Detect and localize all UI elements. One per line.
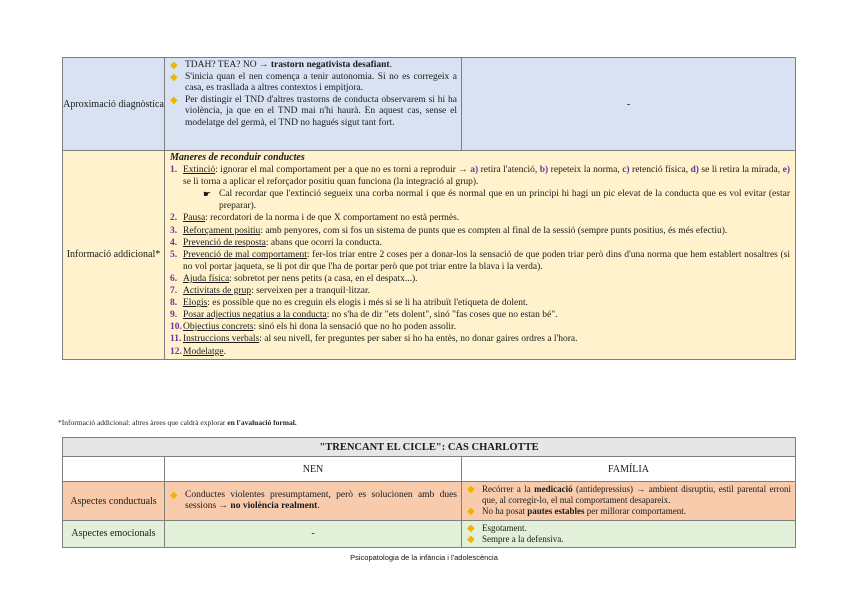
item-number: 8. (170, 298, 178, 309)
text: Sempre a la defensiva. (482, 533, 564, 544)
item-term: Reforçament positiu (183, 225, 261, 236)
diamond-bullet-icon: ◆ (170, 94, 178, 106)
text: . (389, 60, 392, 70)
list-item (466, 506, 791, 517)
label-conductuals: Aspectes conductuals (63, 482, 165, 521)
info-table (62, 57, 796, 360)
letter: c) (622, 165, 630, 176)
diamond-bullet-icon: ◆ (467, 523, 475, 534)
list-item (169, 95, 457, 130)
footnote (58, 418, 297, 427)
conductuals-familia-list (462, 482, 795, 518)
conductuals-familia (462, 482, 796, 521)
item-number: 7. (170, 286, 178, 297)
item-number: 1. (170, 165, 178, 176)
list-item (170, 333, 790, 345)
list-item (466, 534, 791, 545)
item-number: 10. (170, 322, 182, 333)
list-item (170, 164, 790, 212)
item-number: 5. (170, 249, 178, 260)
item-term: Extinció (183, 165, 216, 176)
text: : es possible que no es creguin els elogis i més si se li ha atribuït l'etiqueta de dolent. (207, 298, 528, 309)
list-item (170, 212, 790, 224)
item-number: 12. (170, 346, 182, 357)
text: TDAH? TEA? NO → (185, 60, 271, 70)
diamond-bullet-icon: ◆ (467, 533, 475, 545)
list-item (466, 523, 791, 534)
list-item (170, 237, 790, 249)
diamond-bullet-icon: ◆ (467, 505, 475, 517)
text: retenció física, (629, 165, 691, 176)
list-item (169, 72, 457, 95)
text: : al seu nivell, fer preguntes per saber si ho ha entès, no donar gaires ordres a l'hora. (259, 334, 578, 345)
letter: e) (782, 165, 790, 176)
pointing-hand-icon: ☛ (203, 189, 212, 200)
list-item (466, 484, 791, 506)
item-number: 6. (170, 273, 178, 284)
list-item (170, 249, 790, 273)
item-term: Ajuda física (183, 273, 230, 284)
case-header-row (63, 457, 796, 482)
text: Per distingir el TND d'altres trastorns de conducta observarem si hi ha violència, ja que en el TND mai n'hi haurà. En aquest cas, sense el modelatge del germà, el TND no hagués sigut tant fort. (185, 94, 457, 128)
text: : fer-los triar entre 2 coses per a donar-los la sensació de que poden triar però dins d'una norma que hem establert nosaltres (si no vol portar jaqueta, se li pot dir que l'ha de portar però que pot triar entre la blava i la verda). (183, 249, 790, 272)
text: per millorar comportament. (584, 505, 686, 516)
emocionals-familia-list (462, 521, 795, 547)
list-item (170, 273, 790, 285)
text: : amb penyores, com si fos un sistema de punts que es compten al final de la sessió (sempre punts positius, és més efectiu). (260, 225, 728, 236)
row-emocionals (63, 521, 796, 548)
text: : abans que ocorri la conducta. (265, 237, 382, 248)
text: repeteix la norma, (548, 165, 623, 176)
diamond-bullet-icon: ◆ (170, 60, 178, 71)
label-aproximacio: Aproximació diagnòstica (63, 58, 165, 151)
letter: a) (470, 165, 479, 176)
case-title: "TRENCANT EL CICLE": CAS CHARLOTTE (63, 438, 796, 457)
aproximacio-list (165, 58, 461, 131)
section-title: Maneres de reconduir conductes (170, 152, 305, 163)
row-aproximacio (63, 58, 796, 151)
list-item (170, 297, 790, 309)
text-bold: pautes estables (527, 505, 585, 516)
item-term: Activitats de grup (183, 286, 252, 297)
text: : sinó els hi dona la sensació que no ho poden assolir. (253, 322, 457, 333)
footnote-bold: en l'avaluació formal. (227, 418, 297, 427)
item-number: 3. (170, 225, 178, 236)
header-empty (63, 457, 165, 482)
diamond-bullet-icon: ◆ (170, 71, 178, 83)
diamond-bullet-icon: ◆ (170, 489, 178, 501)
label-informacio: Informació addicional* (63, 151, 165, 360)
list-item (169, 60, 457, 72)
text: se li torna a aplicar el reforçador positiu quan funciona (la integració al grup). (183, 177, 479, 188)
emocionals-familia (462, 521, 796, 548)
text: : sobretot per nens petits (a casa, en el despatx...). (229, 273, 418, 284)
letter: d) (690, 165, 699, 176)
text: Cal recordar que l'extinció segueix una corba normal i que és normal que en un principi hi hagi un pic elevat de la conducta que es vol evitar (estar preparar). (219, 189, 790, 212)
list-item (169, 490, 457, 513)
page-footer: Psicopatologia de la infància i l'adolescència (350, 553, 498, 562)
item-term: Objectius concrets (183, 322, 254, 333)
text: : recordatori de la norma i de que X comportament no està permès. (205, 213, 460, 224)
strategies-list (170, 164, 790, 358)
text: retira l'atenció, (478, 165, 540, 176)
diamond-bullet-icon: ◆ (467, 484, 475, 495)
item-number: 2. (170, 213, 178, 224)
extinction-note (183, 188, 790, 212)
letter: b) (539, 165, 549, 176)
row-informacio (63, 151, 796, 360)
text: S'inicia quan el nen comença a tenir autonomia. Si no es corregeix a casa, es trasllada a altres contextos i empitjora. (185, 71, 457, 93)
item-term: Pausa (183, 213, 206, 224)
text: : no s'ha de dir "ets dolent", sinó "fas coses que no estan bé". (326, 310, 558, 321)
text: : serveixen per a tranquil·litzar. (251, 286, 371, 297)
text-bold: trastorn negativista desafiant (270, 60, 390, 70)
list-item (170, 309, 790, 321)
text: Esgotament. (482, 523, 527, 533)
text-bold: no violència realment (230, 501, 318, 511)
list-item (170, 225, 790, 237)
label-emocionals: Aspectes emocionals (63, 521, 165, 548)
aproximacio-content (165, 58, 462, 151)
item-term: Prevenció de resposta (183, 237, 266, 248)
text: Recórrer a la (482, 484, 535, 494)
item-number: 4. (170, 237, 178, 248)
item-term: Modelatge (183, 346, 224, 357)
text: se li retira la mirada, (698, 165, 783, 176)
item-term: Prevenció de mal comportament (183, 249, 307, 260)
item-number: 9. (170, 310, 178, 321)
header-nen: NEN (165, 457, 462, 482)
row-conductuals (63, 482, 796, 521)
conductuals-nen (165, 482, 462, 521)
conductuals-nen-list (165, 488, 461, 515)
text: . (223, 346, 227, 357)
case-table (62, 437, 796, 548)
text: (antidepressius) → ambient disruptiu, estil parental erroni que, al corregir-lo, el mal comportament desapareix. (482, 484, 791, 505)
header-familia: FAMÍLIA (462, 457, 796, 482)
text-bold: medicació (534, 484, 573, 494)
list-item (170, 346, 790, 358)
text: . (317, 501, 320, 511)
text: Conductes violentes presumptament, però es solucionen amb dues sessions → (185, 489, 457, 511)
text: : ignorar el mal comportament per a que no es torni a reproduir → (215, 165, 471, 176)
list-item (170, 285, 790, 297)
item-term: Posar adjectius negatius a la conducta (183, 310, 327, 321)
informacio-content (165, 151, 796, 360)
case-title-row (63, 438, 796, 457)
item-term: Elogis (183, 298, 208, 309)
footnote-text: *Informació addicional: altres àrees que caldrà explorar (58, 418, 228, 427)
item-term: Instruccions verbals (183, 334, 260, 345)
aproximacio-right-empty: - (462, 58, 796, 151)
text: No ha posat (482, 505, 528, 516)
list-item (170, 321, 790, 333)
emocionals-nen-empty: - (165, 521, 462, 548)
item-number: 11. (170, 334, 182, 345)
